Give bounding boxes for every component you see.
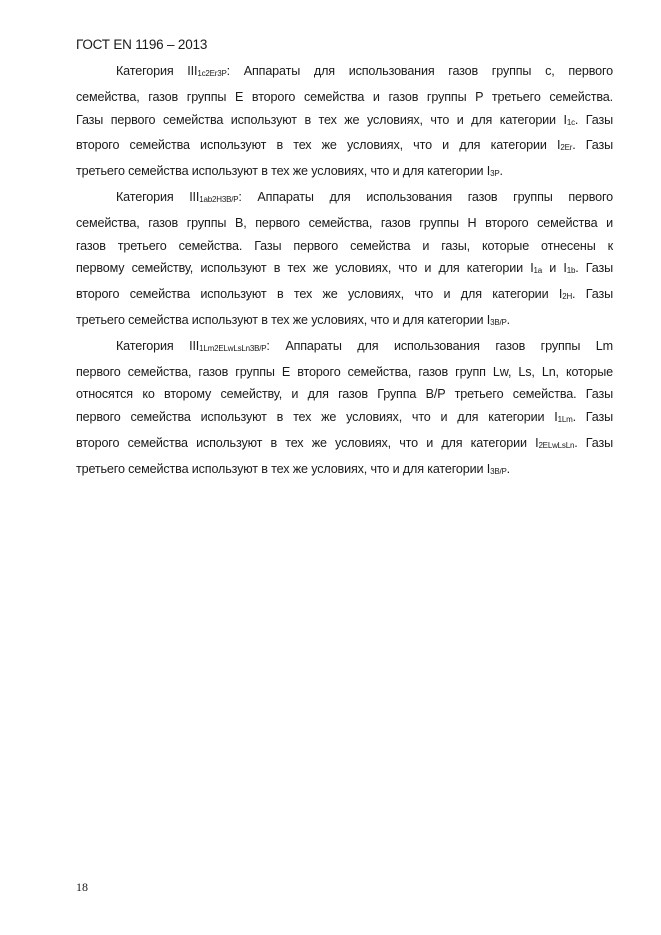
paragraph-category-1c2er3p (76, 60, 613, 186)
text-line: Категория $III_{1ab2H3B/P}$: Аппараты для использования газов группы первого (116, 189, 613, 204)
paragraph-category-1ab2h3bp (76, 186, 613, 335)
text-line: второго семейства используют в тех же условиях, что и для категории $I_{2H}$. Газы (76, 287, 613, 302)
text-line: третьего семейства используют в тех же условиях, что и для категории $I_{3P}$. (76, 164, 503, 179)
page-number: 18 (76, 880, 88, 894)
text-line: Категория $III_{1Lm2ELwLsLn3B/P}$: Аппараты для использования газов группы Lm (116, 338, 613, 353)
text-line: первому семейству, используют в тех же условиях, что и для категории $I_{1a}$ и $I_{1b}$. Газы (76, 261, 614, 276)
text-line: первого семейства, газов группы E второго семейства, газов групп Lw, Ls, Ln, которые (76, 364, 613, 379)
document-header: ГОСТ EN 1196 – 2013 (76, 37, 208, 52)
text-line: газов третьего семейства. Газы первого семейства и газы, которые отнесены к (76, 238, 613, 253)
text-line: Категория $III_{1c2Er3P}$: Аппараты для использования газов группы c, первого (116, 64, 613, 78)
text-line: третьего семейства используют в тех же условиях, что и для категории $I_{3B/P}$. (76, 312, 511, 327)
text-line: относятся ко второму семейству, и для газов Группа B/P третьего семейства. Газы (76, 387, 613, 402)
text-line: второго семейства используют в тех же условиях, что и для категории $I_{2ELwLsLn}$. Газы (76, 435, 613, 450)
text-line: третьего семейства используют в тех же условиях, что и для категории $I_{3B/P}$. (76, 461, 511, 476)
text-line: второго семейства используют в тех же условиях, что и для категории $I_{2Er}$. Газы (76, 138, 614, 153)
paragraph-category-1lm2elwlsln3bp (76, 335, 613, 484)
text-line: семейства, газов группы E второго семейства и газов группы P третьего семейства. (76, 89, 613, 104)
text-line: семейства, газов группы B, первого семейства, газов группы H второго семейства и (76, 215, 613, 230)
document-body (76, 60, 613, 484)
text-line: первого семейства используют в тех же условиях, что и для категории $I_{1Lm}$. Газы (76, 410, 613, 425)
text-line: Газы первого семейства используют в тех же условиях, что и для категории $I_{1c}$. Газы (76, 112, 613, 127)
